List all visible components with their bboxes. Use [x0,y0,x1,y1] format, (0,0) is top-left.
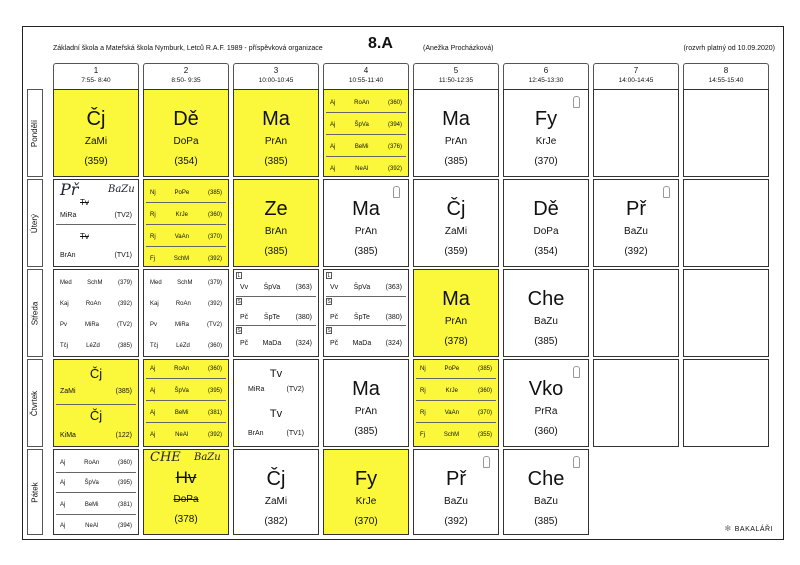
list-item: Pč MaDa (324) [330,340,402,347]
list-item: MiRa (TV2) [248,386,304,393]
lesson-fri-1-split[interactable] [53,449,139,535]
lesson-tue-8-empty [683,179,769,267]
handwritten-note: Př [60,180,79,199]
group-marker: S [237,299,241,305]
day-label-friday: Pátek [27,449,43,535]
lesson-wed-1-split[interactable] [53,269,139,357]
lesson-tue-3[interactable]: Ze BrAn (385) [233,179,319,267]
lesson-wed-5[interactable]: Ma PrAn (378) [413,269,499,357]
list-item: Pv MiRa (TV2) [60,322,132,328]
day-label-thursday: Čtvrtek [27,359,43,447]
list-item: Nj PoPe (385) [420,366,492,372]
list-item: Aj ŠpVa (395) [60,480,132,486]
key-icon [573,96,580,108]
lesson-mon-4-split[interactable] [323,89,409,177]
period-header-5: 5 11:50-12:35 [413,63,499,89]
list-item: Rj KrJe (360) [150,212,222,218]
lesson-tue-5[interactable]: Čj ZaMi (359) [413,179,499,267]
list-item: Nj PoPe (385) [150,190,222,196]
group-marker: S [327,299,331,305]
valid-from: (rozvrh platný od 10.09.2020) [683,45,775,52]
lesson-fri-5[interactable]: Př BaZu (392) [413,449,499,535]
list-item: Med SchM (379) [150,280,222,286]
lesson-mon-8-empty [683,89,769,177]
bakalari-logo: ✻ BAKALÁŘI [724,524,773,533]
list-item: Aj RoAn (360) [330,100,402,106]
handwritten-note: BaZu [108,184,135,195]
lesson-fri-4[interactable]: Fy KrJe (370) [323,449,409,535]
lesson-mon-6[interactable]: Fy KrJe (370) [503,89,589,177]
list-item: Aj NeAl (394) [60,523,132,529]
list-item: Vv ŠpVa (363) [240,284,312,291]
list-item: Rj KrJe (360) [420,388,492,394]
list-item: Aj ŠpVa (394) [330,122,402,128]
bakalari-star-icon: ✻ [724,524,732,533]
list-item: Kaj RoAn (392) [150,301,222,307]
list-item: Med SchM (379) [60,280,132,286]
key-icon [573,366,580,378]
list-item: Aj NeAl (392) [150,432,222,438]
key-icon [663,186,670,198]
group-marker: S [327,328,331,334]
list-item: Kaj RoAn (392) [60,301,132,307]
lesson-wed-8-empty [683,269,769,357]
lesson-thu-5-split[interactable] [413,359,499,447]
lesson-tue-7[interactable]: Př BaZu (392) [593,179,679,267]
list-item: Pč ŠpTe (380) [240,314,312,321]
key-icon [573,456,580,468]
timetable-header [23,27,783,61]
lesson-wed-2-split[interactable] [143,269,229,357]
school-name: Základní škola a Mateřská škola Nymburk, Letců R.A.F. 1989 - příspěvková organizace [53,45,323,52]
period-header-4: 4 10:55-11:40 [323,63,409,89]
period-header-7: 7 14:00-14:45 [593,63,679,89]
day-label-monday: Pondělí [27,89,43,177]
lesson-thu-8-empty [683,359,769,447]
list-item: ZaMi (385) [60,388,132,395]
lesson-tue-2-split[interactable] [143,179,229,267]
lesson-mon-1[interactable]: Čj ZaMi (359) [53,89,139,177]
lesson-tue-4[interactable]: Ma PrAn (385) [323,179,409,267]
lesson-tue-1-split[interactable]: Př BaZu Tv MiRa (TV2) Tv BrAn (TV1) [53,179,139,267]
lesson-thu-7-empty [593,359,679,447]
group-marker: S [237,328,241,334]
group-marker: L [237,273,241,279]
list-item: KiMa (122) [60,432,132,439]
class-name: 8.A [368,35,393,52]
key-icon [483,456,490,468]
lesson-wed-7-empty [593,269,679,357]
list-item: Pč MaDa (324) [240,340,312,347]
list-item: Pč ŠpTe (380) [330,314,402,321]
day-label-tuesday: Úterý [27,179,43,267]
lesson-fri-6[interactable]: Che BaZu (385) [503,449,589,535]
list-item: Aj RoAn (360) [150,366,222,372]
lesson-wed-4-split[interactable] [323,269,409,357]
lesson-thu-3-split[interactable]: Tv MiRa (TV2) Tv BrAn (TV1) [233,359,319,447]
lesson-mon-5[interactable]: Ma PrAn (385) [413,89,499,177]
lesson-mon-3[interactable]: Ma PrAn (385) [233,89,319,177]
list-item: Rj VaAn (370) [420,410,492,416]
list-item: BrAn (TV1) [60,252,132,259]
list-item: Tčj LéZd (385) [60,343,132,349]
lesson-mon-7-empty [593,89,679,177]
timetable-sheet [22,26,784,540]
lesson-mon-2[interactable]: Dě DoPa (354) [143,89,229,177]
key-icon [393,186,400,198]
list-item: MiRa (TV2) [60,212,132,219]
lesson-wed-6[interactable]: Che BaZu (385) [503,269,589,357]
list-item: Tčj LéZd (360) [150,343,222,349]
period-header-2: 2 8:50- 9:35 [143,63,229,89]
period-header-1: 1 7:55- 8:40 [53,63,139,89]
list-item: Aj BeMi (376) [330,144,402,150]
lesson-fri-3[interactable]: Čj ZaMi (382) [233,449,319,535]
lesson-thu-4[interactable]: Ma PrAn (385) [323,359,409,447]
list-item: Aj RoAn (360) [60,460,132,466]
handwritten-note: BaZu [194,452,221,463]
group-marker: L [327,273,331,279]
lesson-thu-1-split[interactable]: Čj ZaMi (385) Čj KiMa (122) [53,359,139,447]
handwritten-note: CHE [150,450,181,465]
class-teacher: (Anežka Procházková) [423,45,494,52]
list-item: Aj BeMi (381) [60,502,132,508]
list-item: Fj SchM (355) [420,432,492,438]
day-label-wednesday: Středa [27,269,43,357]
lesson-tue-6[interactable]: Dě DoPa (354) [503,179,589,267]
lesson-fri-2[interactable]: CHE BaZu Hv DoPa (378) [143,449,229,535]
list-item: Aj NeAl (392) [330,166,402,172]
list-item: Pv MiRa (TV2) [150,322,222,328]
lesson-wed-3-split[interactable] [233,269,319,357]
lesson-thu-6[interactable]: Vko PrRa (360) [503,359,589,447]
list-item: Fj SchM (392) [150,256,222,262]
period-header-6: 6 12:45-13:30 [503,63,589,89]
list-item: Rj VaAn (370) [150,234,222,240]
list-item: BrAn (TV1) [248,430,304,437]
period-header-8: 8 14:55-15:40 [683,63,769,89]
list-item: Aj ŠpVa (395) [150,388,222,394]
list-item: Aj BeMi (381) [150,410,222,416]
period-header-3: 3 10:00-10:45 [233,63,319,89]
list-item: Vv ŠpVa (363) [330,284,402,291]
lesson-thu-2-split[interactable] [143,359,229,447]
